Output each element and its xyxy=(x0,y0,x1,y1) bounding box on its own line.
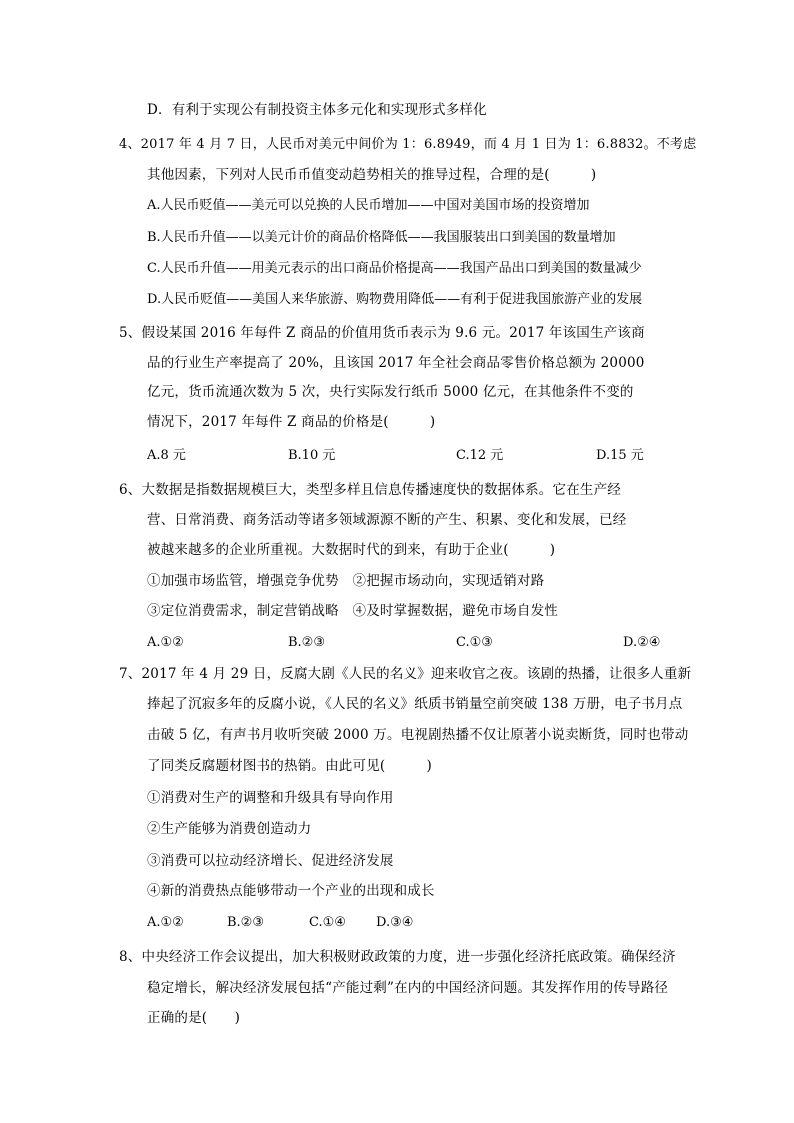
q6-option-a: A.①② xyxy=(147,635,184,650)
q6-stem-line-2: 营、日常消费、商务活动等诸多领域源源不断的产生、积累、变化和发展，已经 xyxy=(147,512,627,528)
q6-option-c: C.①③ xyxy=(456,635,493,650)
q7-option-b: B.②③ xyxy=(227,915,264,930)
q7-option-d: D.③④ xyxy=(376,915,414,930)
q4-option-b: B.人民币升值——以美元计价的商品价格降低——我国服装出口到美国的数量增加 xyxy=(147,230,616,245)
q5-stem-line-2: 品的行业生产率提高了 20%，且该国 2017 年全社会商品零售价格总额为 20000 xyxy=(147,355,645,371)
q5-option-a: A.8 元 xyxy=(147,448,186,463)
q4-option-d: D.人民币贬值——美国人来华旅游、购物费用降低——有利于促进我国旅游产业的发展 xyxy=(147,292,643,307)
q7-item-2: ②生产能够为消费创造动力 xyxy=(147,821,312,837)
q5-option-b: B.10 元 xyxy=(288,448,336,463)
q4-stem-line-2: 其他因素，下列对人民币币值变动趋势相关的推导过程，合理的是( ) xyxy=(147,167,597,183)
q5-option-d: D.15 元 xyxy=(596,448,644,463)
q6-items-1-2: ①加强市场监管，增强竞争优势 ②把握市场动向，实现适销对路 xyxy=(147,573,545,589)
q7-option-a: A.①② xyxy=(147,915,184,930)
q6-items-3-4: ③定位消费需求，制定营销战略 ④及时掌握数据，避免市场自发性 xyxy=(147,603,558,619)
q6-option-b: B.②③ xyxy=(288,635,325,650)
q7-stem-line-1: 7、2017 年 4 月 29 日，反腐大剧《人民的名义》迎来收官之夜。该剧的热播，让很多人重新 xyxy=(119,666,692,682)
q4-stem-line-1: 4、2017 年 4 月 7 日，人民币对美元中间价为 1：6.8949，而 4 月 1 日为 1：6.8832。不考虑 xyxy=(119,137,697,152)
q7-item-1: ①消费对生产的调整和升级具有导向作用 xyxy=(147,790,394,806)
q4-option-c: C.人民币升值——用美元表示的出口商品价格提高——我国产品出口到美国的数量减少 xyxy=(147,261,642,276)
q7-item-4: ④新的消费热点能够带动一个产业的出现和成长 xyxy=(147,883,435,899)
q7-option-c: C.①④ xyxy=(309,915,346,930)
q5-stem-line-1: 5、假设某国 2016 年每件 Z 商品的价值用货币表示为 9.6 元。2017 年该国生产该商 xyxy=(119,325,645,341)
q4-option-a: A.人民币贬值——美元可以兑换的人民币增加——中国对美国市场的投资增加 xyxy=(147,198,590,213)
q5-stem-line-3: 亿元，货币流通次数为 5 次，央行实际发行纸币 5000 亿元，在其他条件不变的 xyxy=(147,384,634,400)
q6-stem-line-1: 6、大数据是指数据规模巨大，类型多样且信息传播速度快的数据体系。它在生产经 xyxy=(119,482,621,498)
q7-stem-line-4: 了同类反腐题材图书的热销。由此可见( ) xyxy=(147,758,432,774)
q8-stem-line-3: 正确的是( ) xyxy=(147,1010,241,1026)
q6-stem-line-3: 被越来越多的企业所重视。大数据时代的到来，有助于企业( ) xyxy=(147,542,556,558)
q7-item-3: ③消费可以拉动经济增长、促进经济发展 xyxy=(147,853,394,869)
q5-stem-line-4: 情况下，2017 年每件 Z 商品的价格是( ) xyxy=(147,414,436,430)
q8-stem-line-1: 8、中央经济工作会议提出，加大积极财政政策的力度，进一步强化经济托底政策。确保经济 xyxy=(119,949,676,965)
q7-stem-line-3: 击破 5 亿，有声书月收听突破 2000 万。电视剧热播不仅让原著小说卖断货，同时也带动 xyxy=(147,727,689,743)
q5-option-c: C.12 元 xyxy=(456,448,504,463)
q6-option-d: D.②④ xyxy=(623,635,661,650)
q7-stem-line-2: 捧起了沉寂多年的反腐小说，《人民的名义》纸质书销量空前突破 138 万册，电子书月点 xyxy=(147,696,683,712)
q3-option-d: D．有利于实现公有制投资主体多元化和实现形式多样化 xyxy=(147,102,487,118)
q8-stem-line-2: 稳定增长，解决经济发展包括“产能过剩”在内的中国经济问题。其发挥作用的传导路径 xyxy=(147,980,669,996)
